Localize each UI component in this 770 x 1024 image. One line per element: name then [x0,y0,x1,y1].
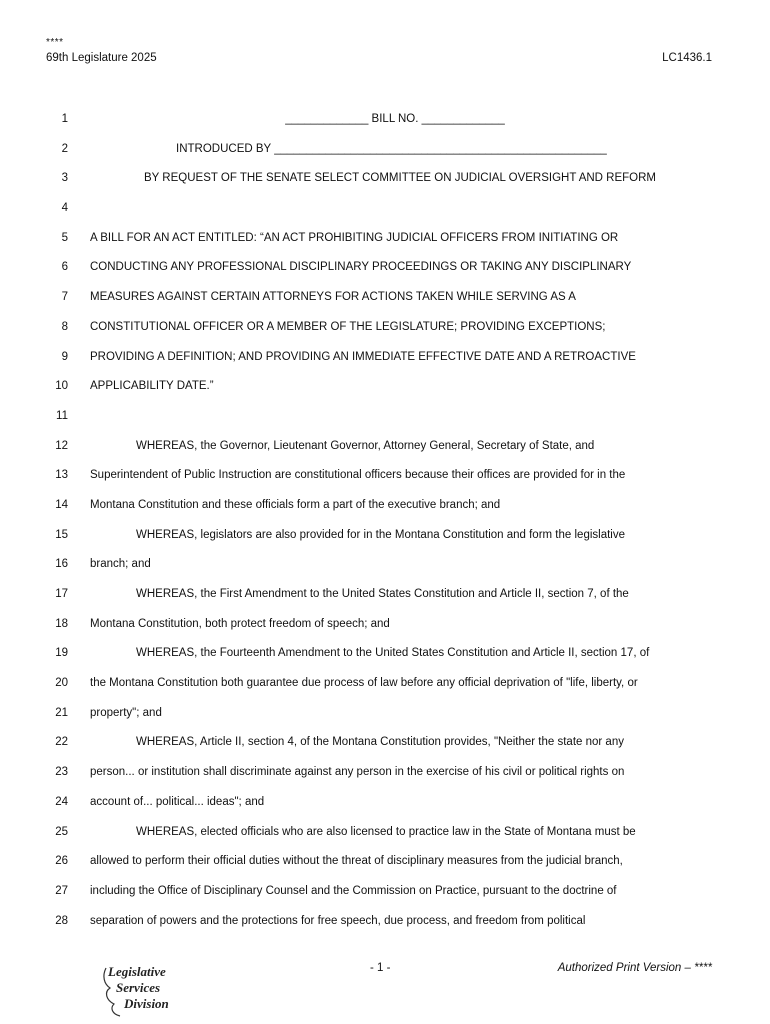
line-text: WHEREAS, Article II, section 4, of the Montana Constitution provides, "Neither the state nor any [136,736,624,749]
line-number: 25 [55,825,68,838]
line-text: property"; and [90,706,162,719]
line-number: 3 [61,172,68,185]
legislative-services-division-logo [100,962,200,1020]
bill-line [0,765,770,795]
line-number: 27 [55,884,68,897]
line-number: 7 [61,291,68,304]
bill-line [0,498,770,528]
line-text: MEASURES AGAINST CERTAIN ATTORNEYS FOR ACTIONS TAKEN WHILE SERVING AS A [90,291,576,304]
logo-text-legislative: Legislative [108,964,166,979]
line-number: 4 [61,202,68,215]
line-number: 16 [55,558,68,571]
bill-line [0,735,770,765]
line-number: 15 [55,528,68,541]
line-number: 19 [55,647,68,660]
line-text: A BILL FOR AN ACT ENTITLED: “AN ACT PROHIBITING JUDICIAL OFFICERS FROM INITIATING OR [90,231,619,244]
line-text: WHEREAS, legislators are also provided for in the Montana Constitution and form the legislative [136,528,625,541]
line-text: Montana Constitution and these officials form a part of the executive branch; and [90,498,501,511]
line-text: separation of powers and the protections for free speech, due process, and freedom from political [90,914,586,927]
bill-line [0,468,770,498]
bill-line [0,854,770,884]
line-number: 14 [55,498,68,511]
line-text: including the Office of Disciplinary Counsel and the Commission on Practice, pursuant to the doctrine of [90,884,617,897]
line-number: 24 [55,795,68,808]
bill-line [0,617,770,647]
page-number: - 1 - [370,962,391,974]
line-text: PROVIDING A DEFINITION; AND PROVIDING AN IMMEDIATE EFFECTIVE DATE AND A RETROACTIVE [90,350,636,363]
line-number: 26 [55,855,68,868]
line-number: 23 [55,766,68,779]
bill-line [0,587,770,617]
bill-line [0,439,770,469]
line-text: WHEREAS, elected officials who are also licensed to practice law in the State of Montana must be [136,825,636,838]
legislature-session: 69th Legislature 2025 [46,52,157,64]
line-text: the Montana Constitution both guarantee due process of law before any official deprivation of "life, liberty, or [90,677,638,690]
line-text: branch; and [90,558,151,571]
line-number: 11 [56,409,68,422]
bill-line [0,379,770,409]
line-text: WHEREAS, the First Amendment to the United States Constitution and Article II, section 7, of the [136,588,629,600]
bill-line [0,914,770,944]
bill-line [0,260,770,290]
bill-line [0,884,770,914]
line-text: WHEREAS, the Governor, Lieutenant Governor, Attorney General, Secretary of State, and [136,439,595,452]
bill-line [0,142,770,172]
line-number: 9 [61,350,68,363]
line-text: Superintendent of Public Instruction are constitutional officers because their offices are provided for in the [90,469,626,482]
line-number: 5 [61,231,68,244]
bill-line [0,350,770,380]
line-text: APPLICABILITY DATE.” [90,380,214,393]
line-text: person... or institution shall discriminate against any person in the exercise of his civil or political rights on [90,766,625,779]
header-stars: **** [46,37,64,48]
line-number: 12 [55,439,68,452]
line-number: 22 [55,736,68,749]
bill-line [0,112,770,142]
bill-line [0,528,770,558]
line-number: 28 [55,914,68,927]
line-number: 18 [55,617,68,630]
line-text: account of... political... ideas"; and [90,795,265,808]
logo-text-services: Services [116,980,161,995]
logo-text-division: Division [124,996,169,1011]
line-number: 20 [55,677,68,690]
bill-line [0,231,770,261]
line-number: 17 [55,588,68,600]
bill-line [0,795,770,825]
bill-line [0,676,770,706]
line-number: 21 [55,706,68,719]
line-text: BY REQUEST OF THE SENATE SELECT COMMITTEE ON JUDICIAL OVERSIGHT AND REFORM [143,172,657,185]
line-text: INTRODUCED BY ____________________________________________________ [176,142,607,155]
bill-code: LC1436.1 [662,52,712,64]
line-text: Montana Constitution, both protect freedom of speech; and [90,617,390,630]
line-number: 13 [55,469,68,482]
bill-line [0,706,770,736]
line-number: 6 [61,261,68,274]
bill-line [0,171,770,201]
line-text: CONSTITUTIONAL OFFICER OR A MEMBER OF THE LEGISLATURE; PROVIDING EXCEPTIONS; [90,320,606,333]
bill-line [0,409,770,439]
line-number: 1 [61,113,68,125]
bill-line [0,201,770,231]
line-number: 2 [61,142,68,155]
line-number: 8 [61,320,68,333]
line-text: WHEREAS, the Fourteenth Amendment to the United States Constitution and Article II, section 17, of [136,647,650,660]
bill-line [0,557,770,587]
bill-line [0,290,770,320]
bill-line [0,320,770,350]
bill-text-body [0,112,770,943]
bill-line [0,646,770,676]
authorized-print-version: Authorized Print Version – **** [557,962,712,974]
line-text: _____________ BILL NO. _____________ [285,113,505,125]
bill-line [0,825,770,855]
line-text: allowed to perform their official duties without the threat of disciplinary measures from the judicial branch, [90,855,623,868]
line-number: 10 [55,380,68,393]
line-text: CONDUCTING ANY PROFESSIONAL DISCIPLINARY PROCEEDINGS OR TAKING ANY DISCIPLINARY [90,261,632,274]
